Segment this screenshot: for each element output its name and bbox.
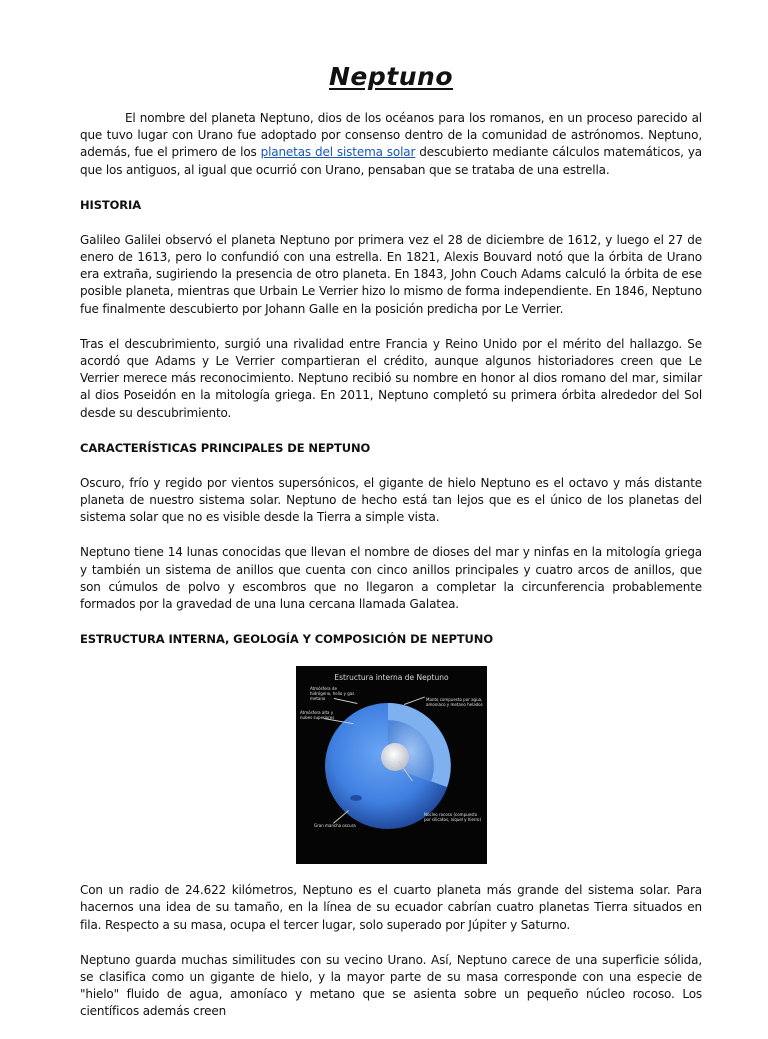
- caracteristicas-paragraph-1: Oscuro, frío y regido por vientos supersónicos, el gigante de hielo Neptuno es el octavo y más distante planeta de nuestro sistema solar. Neptuno de hecho está tan lejos que es el único de los planetas del sistema solar que no es visible desde la Tierra a simple vista.: [80, 475, 702, 525]
- label-atmosphere-h: Atmósfera de hidrógeno, helio y gas metano: [310, 686, 355, 702]
- rocky-core: [381, 743, 409, 771]
- intro-text-after: descubierto mediante cálculos matemáticos, ya que los antiguos, al igual que ocurrió con Urano, pensaban que se trataba de una estrella.: [80, 145, 702, 177]
- solar-system-planets-link[interactable]: planetas del sistema solar: [260, 145, 416, 160]
- page-title: Neptuno: [329, 62, 453, 91]
- estructura-paragraph-1: Con un radio de 24.622 kilómetros, Neptuno es el cuarto planeta más grande del sistema solar. Para hacernos una idea de su tamaño, en la línea de su ecuador cabrían cuatro planetas Tierra situados en fila. Respecto a su masa, ocupa el tercer lugar, solo superado por Júpiter y Saturno.: [80, 883, 702, 932]
- historia-paragraph-2: Tras el descubrimiento, surgió una rivalidad entre Francia y Reino Unido por el mérito del hallazgo. Se acordó que Adams y Le Verrier compartieran el crédito, aunque algunos historiadores creen que Le Verrier merece más reconocimiento. Neptuno recibió su nombre en honor al dios romano del mar, similar al dios Poseidón en la mitología griega. En 2011, Neptuno completó su primera órbita alrededor del Sol desde su descubrimiento.: [80, 336, 702, 420]
- figure-container: [80, 666, 702, 864]
- intro-text-before: El nombre del planeta Neptuno, dios de los océanos para los romanos, en un proceso parecido al que tuvo lugar con Urano fue adoptado por consenso dentro de la comunidad de astrónomos. Neptuno, además, fue el primero de los: [80, 111, 702, 160]
- section-heading-caracteristicas: CARACTERÍSTICAS PRINCIPALES DE NEPTUNO: [80, 440, 371, 455]
- section-heading-estructura: ESTRUCTURA INTERNA, GEOLOGÍA Y COMPOSICIÓN DE NEPTUNO: [80, 632, 493, 647]
- caracteristicas-paragraph-2: Neptuno tiene 14 lunas conocidas que llevan el nombre de dioses del mar y ninfas en la mitología griega y también un sistema de anillos que cuenta con cinco anillos principales y cuatro arcos de anillos, que son cúmulos de polvo y escombros que no llegaron a completar la circunferencia probablemente formados por la gravedad de una luna cercana llamada Galatea.: [80, 545, 702, 612]
- label-rocky-core: Núcleo rocoso (compuesto por silicatos, níquel y hierro): [424, 812, 482, 823]
- intro-paragraph: [80, 110, 702, 179]
- historia-paragraph-1: Galileo Galilei observó el planeta Neptuno por primera vez el 28 de diciembre de 1612, y luego el 27 de enero de 1613, pero lo confundió con una estrella. En 1821, Alexis Bouvard notó que la órbita de Urano era extraña, sugiriendo la presencia de otro planeta. En 1843, John Couch Adams calculó la órbita de ese posible planeta, mientras que Urbain Le Verrier hizo lo mismo de forma independiente. En 1846, Neptuno fue finalmente descubierto por Johann Galle en la posición predicha por Le Verrier.: [80, 232, 702, 316]
- label-great-dark-spot: Gran mancha oscura: [314, 823, 356, 829]
- label-upper-atmosphere: Atmósfera alta y nubes superiores: [300, 710, 335, 721]
- estructura-paragraph-2: Neptuno guarda muchas similitudes con su vecino Urano. Así, Neptuno carece de una superficie sólida, se clasifica como un gigante de hielo, y la mayor parte de su masa corresponde con una especie de "hielo" fluido de agua, amoníaco y metano que se asienta sobre un pequeño núcleo rocoso. Los científicos además creen: [80, 952, 702, 1019]
- document-body: [80, 110, 702, 1039]
- label-mantle: Manto compuesto por agua, amoníaco y metano helados: [426, 697, 483, 708]
- section-heading-historia: HISTORIA: [80, 197, 142, 212]
- neptune-structure-figure: [296, 666, 487, 864]
- figure-title: Estructura interna de Neptuno: [334, 673, 449, 683]
- great-dark-spot: [350, 795, 362, 801]
